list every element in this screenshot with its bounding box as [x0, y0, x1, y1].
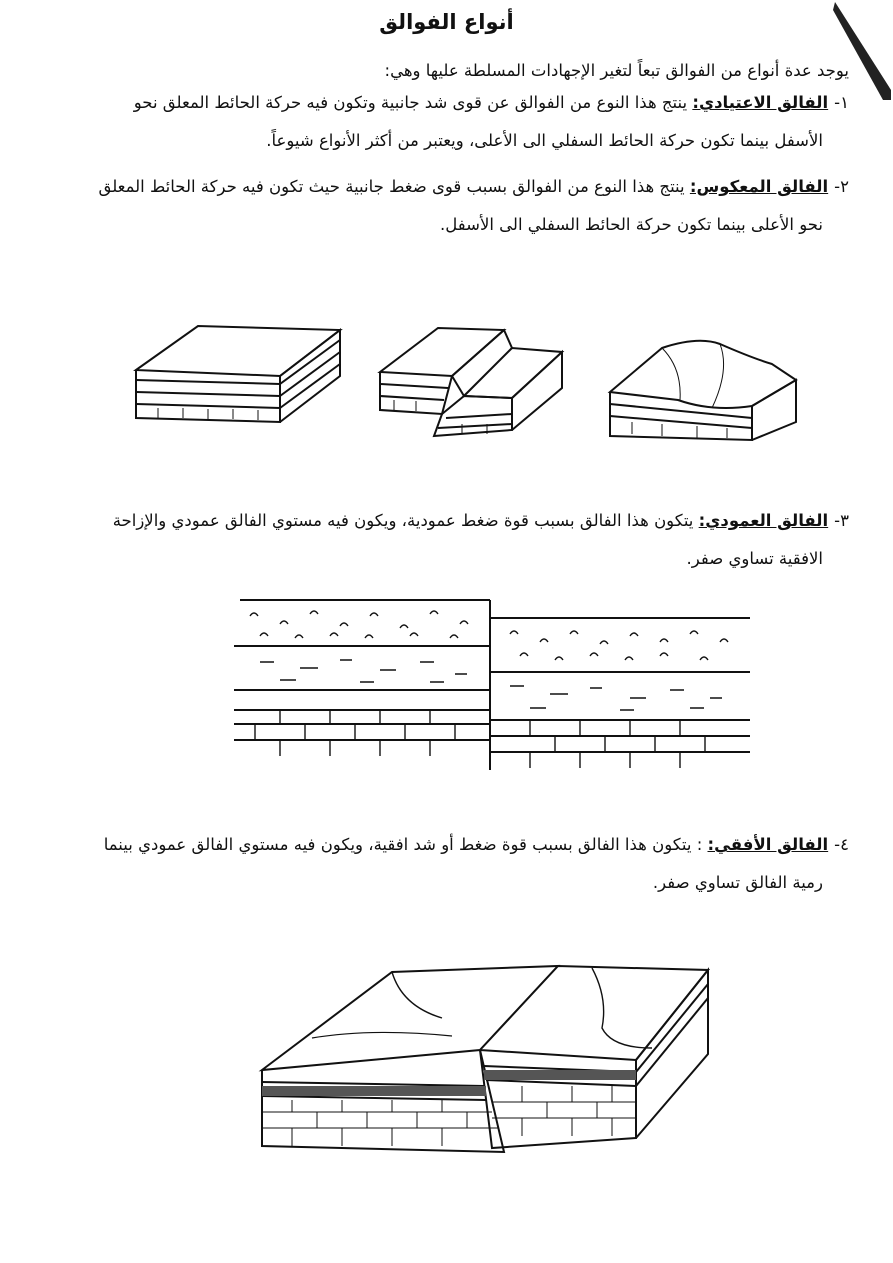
figure-block-intact — [128, 318, 348, 428]
item-1-text-2: الأسفل بينما تكون حركة الحائط السفلي الى الأعلى، ويعتبر من أكثر الأنواع شيوعاً. — [266, 131, 823, 150]
intro-text: يوجد عدة أنواع من الفوالق تبعاً لتغير الإجهادات المسلطة عليها وهي: — [384, 61, 849, 80]
item-3-line-1 — [113, 510, 849, 532]
item-4-text-2: رمية الفالق تساوي صفر. — [652, 873, 823, 892]
page-title: أنواع الفوالق — [379, 10, 514, 34]
item-1-text-1: ينتج هذا النوع من الفوالق عن قوى شد جانبية وتكون فيه حركة الحائط المعلق نحو — [133, 93, 688, 112]
item-1-term: الفالق الاعتيادي: — [692, 93, 829, 112]
item-2-term: الفالق المعكوس: — [689, 177, 829, 196]
figure-strike-slip-fault — [252, 958, 722, 1158]
item-3-number: ٣- — [834, 511, 849, 530]
item-2-line-1 — [98, 176, 849, 198]
item-3-text-2: الافقية تساوي صفر. — [686, 549, 823, 568]
figure-block-faulted — [372, 318, 572, 448]
item-4-term: الفالق الأفقي: — [707, 835, 829, 854]
item-2-text-1: ينتج هذا النوع من الفوالق بسبب قوى ضغط جانبية حيث تكون فيه حركة الحائط المعلق — [98, 177, 685, 196]
item-4-text-1: : يتكون هذا الفالق بسبب قوة ضغط أو شد افقية، ويكون فيه مستوي الفالق عمودي بينما — [103, 835, 703, 854]
item-3-text-1: يتكون هذا الفالق بسبب قوة ضغط عمودية، ويكون فيه مستوي الفالق عمودي والإزاحة — [112, 511, 694, 530]
item-2-number: ٢- — [834, 177, 849, 196]
item-1-line-1 — [134, 92, 849, 114]
item-2-text-2: نحو الأعلى بينما تكون حركة الحائط السفلي الى الأسفل. — [440, 215, 823, 234]
item-3-term: الفالق العمودي: — [698, 511, 829, 530]
item-4-number: ٤- — [834, 835, 849, 854]
item-4-line-1 — [104, 834, 849, 856]
figure-block-eroded — [602, 318, 802, 448]
figure-vertical-fault — [220, 594, 760, 774]
item-1-number: ١- — [834, 93, 849, 112]
